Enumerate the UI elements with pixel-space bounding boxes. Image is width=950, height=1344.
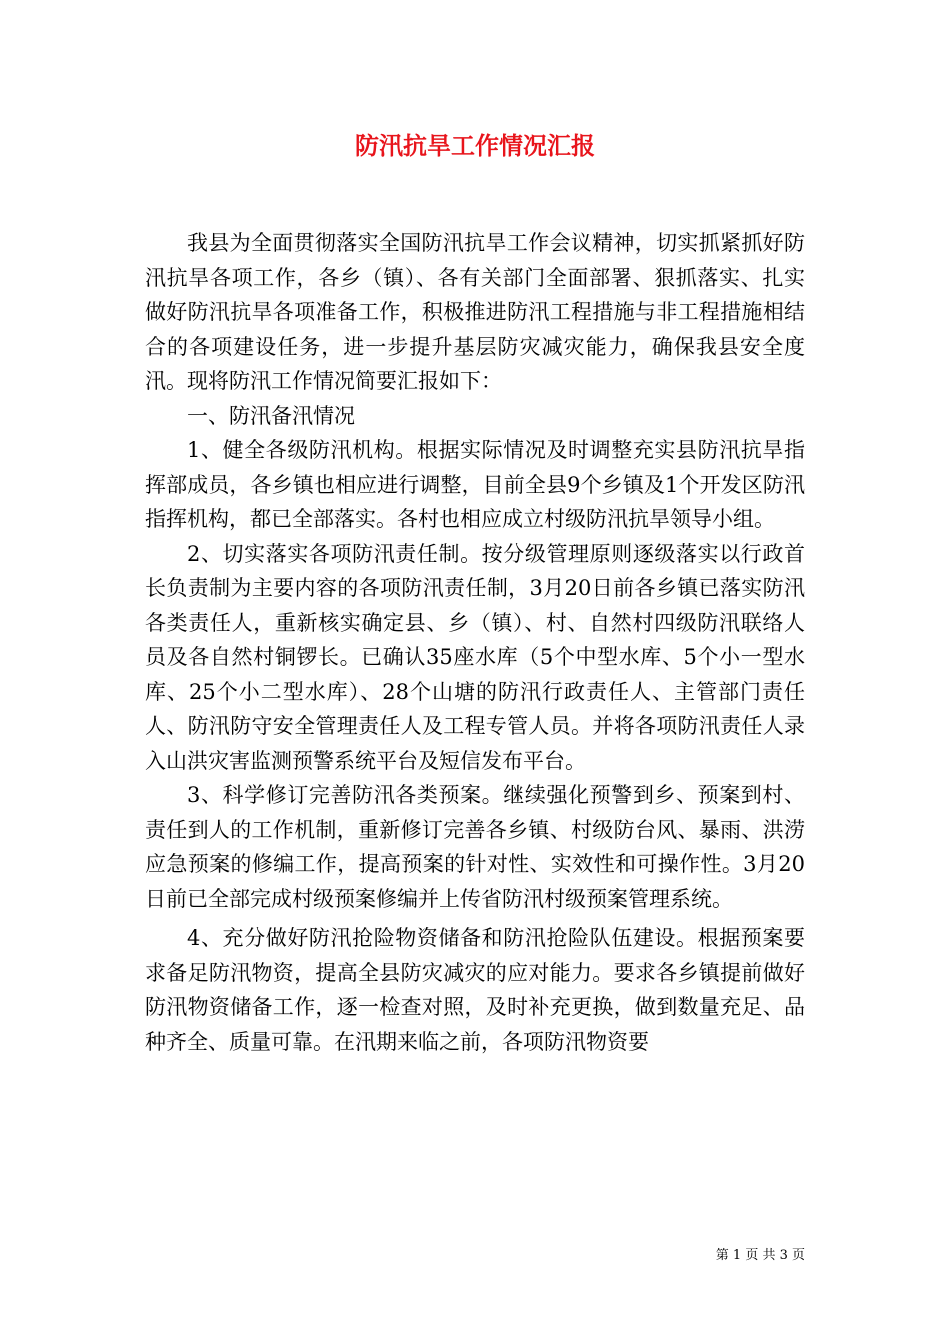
paragraph-item-4: 4、充分做好防汛抢险物资储备和防汛抢险队伍建设。根据预案要求备足防汛物资，提高全县防灾减灾的应对能力。要求各乡镇提前做好防汛物资储备工作，逐一检查对照，及时补充更换，做到数量充足、品种齐全、质量可靠。在汛期来临之前，各项防汛物资要 xyxy=(145,926,805,1054)
page-number: 第 1 页 共 3 页 xyxy=(715,1248,805,1263)
paragraph-item-3: 3、科学修订完善防汛各类预案。继续强化预警到乡、预案到村、责任到人的工作机制，重新修订完善各乡镇、村级防台风、暴雨、洪涝应急预案的修编工作，提高预案的针对性、实效性和可操作性。3月20日前已全部完成村级预案修编并上传省防汛村级预案管理系统。 xyxy=(145,783,805,911)
document-title: 防汛抗旱工作情况汇报 xyxy=(355,131,595,160)
paragraph-item-2: 2、切实落实各项防汛责任制。按分级管理原则逐级落实以行政首长负责制为主要内容的各项防汛责任制，3月20日前各乡镇已落实防汛各类责任人，重新核实确定县、乡（镇）、村、自然村四级防汛联络人员及各自然村铜锣长。已确认35座水库（5个中型水库、5个小一型水库、25个小二型水库）、28个山塘的防汛行政责任人、主管部门责任人、防汛防守安全管理责任人及工程专管人员。并将各项防汛责任人录入山洪灾害监测预警系统平台及短信发布平台。 xyxy=(145,541,805,773)
paragraph-intro: 我县为全面贯彻落实全国防汛抗旱工作会议精神，切实抓紧抓好防汛抗旱各项工作，各乡（镇）、各有关部门全面部署、狠抓落实、扎实做好防汛抗旱各项准备工作，积极推进防汛工程措施与非工程措施相结合的各项建设任务，进一步提升基层防灾减灾能力，确保我县安全度汛。现将防汛工作情况简要汇报如下： xyxy=(145,231,805,393)
document-body xyxy=(145,226,805,1059)
section-heading: 一、防汛备汛情况 xyxy=(187,403,355,428)
paragraph-item-1: 1、健全各级防汛机构。根据实际情况及时调整充实县防汛抗旱指挥部成员，各乡镇也相应进行调整，目前全县9个乡镇及1个开发区防汛指挥机构，都已全部落实。各村也相应成立村级防汛抗旱领导小组。 xyxy=(145,438,805,531)
